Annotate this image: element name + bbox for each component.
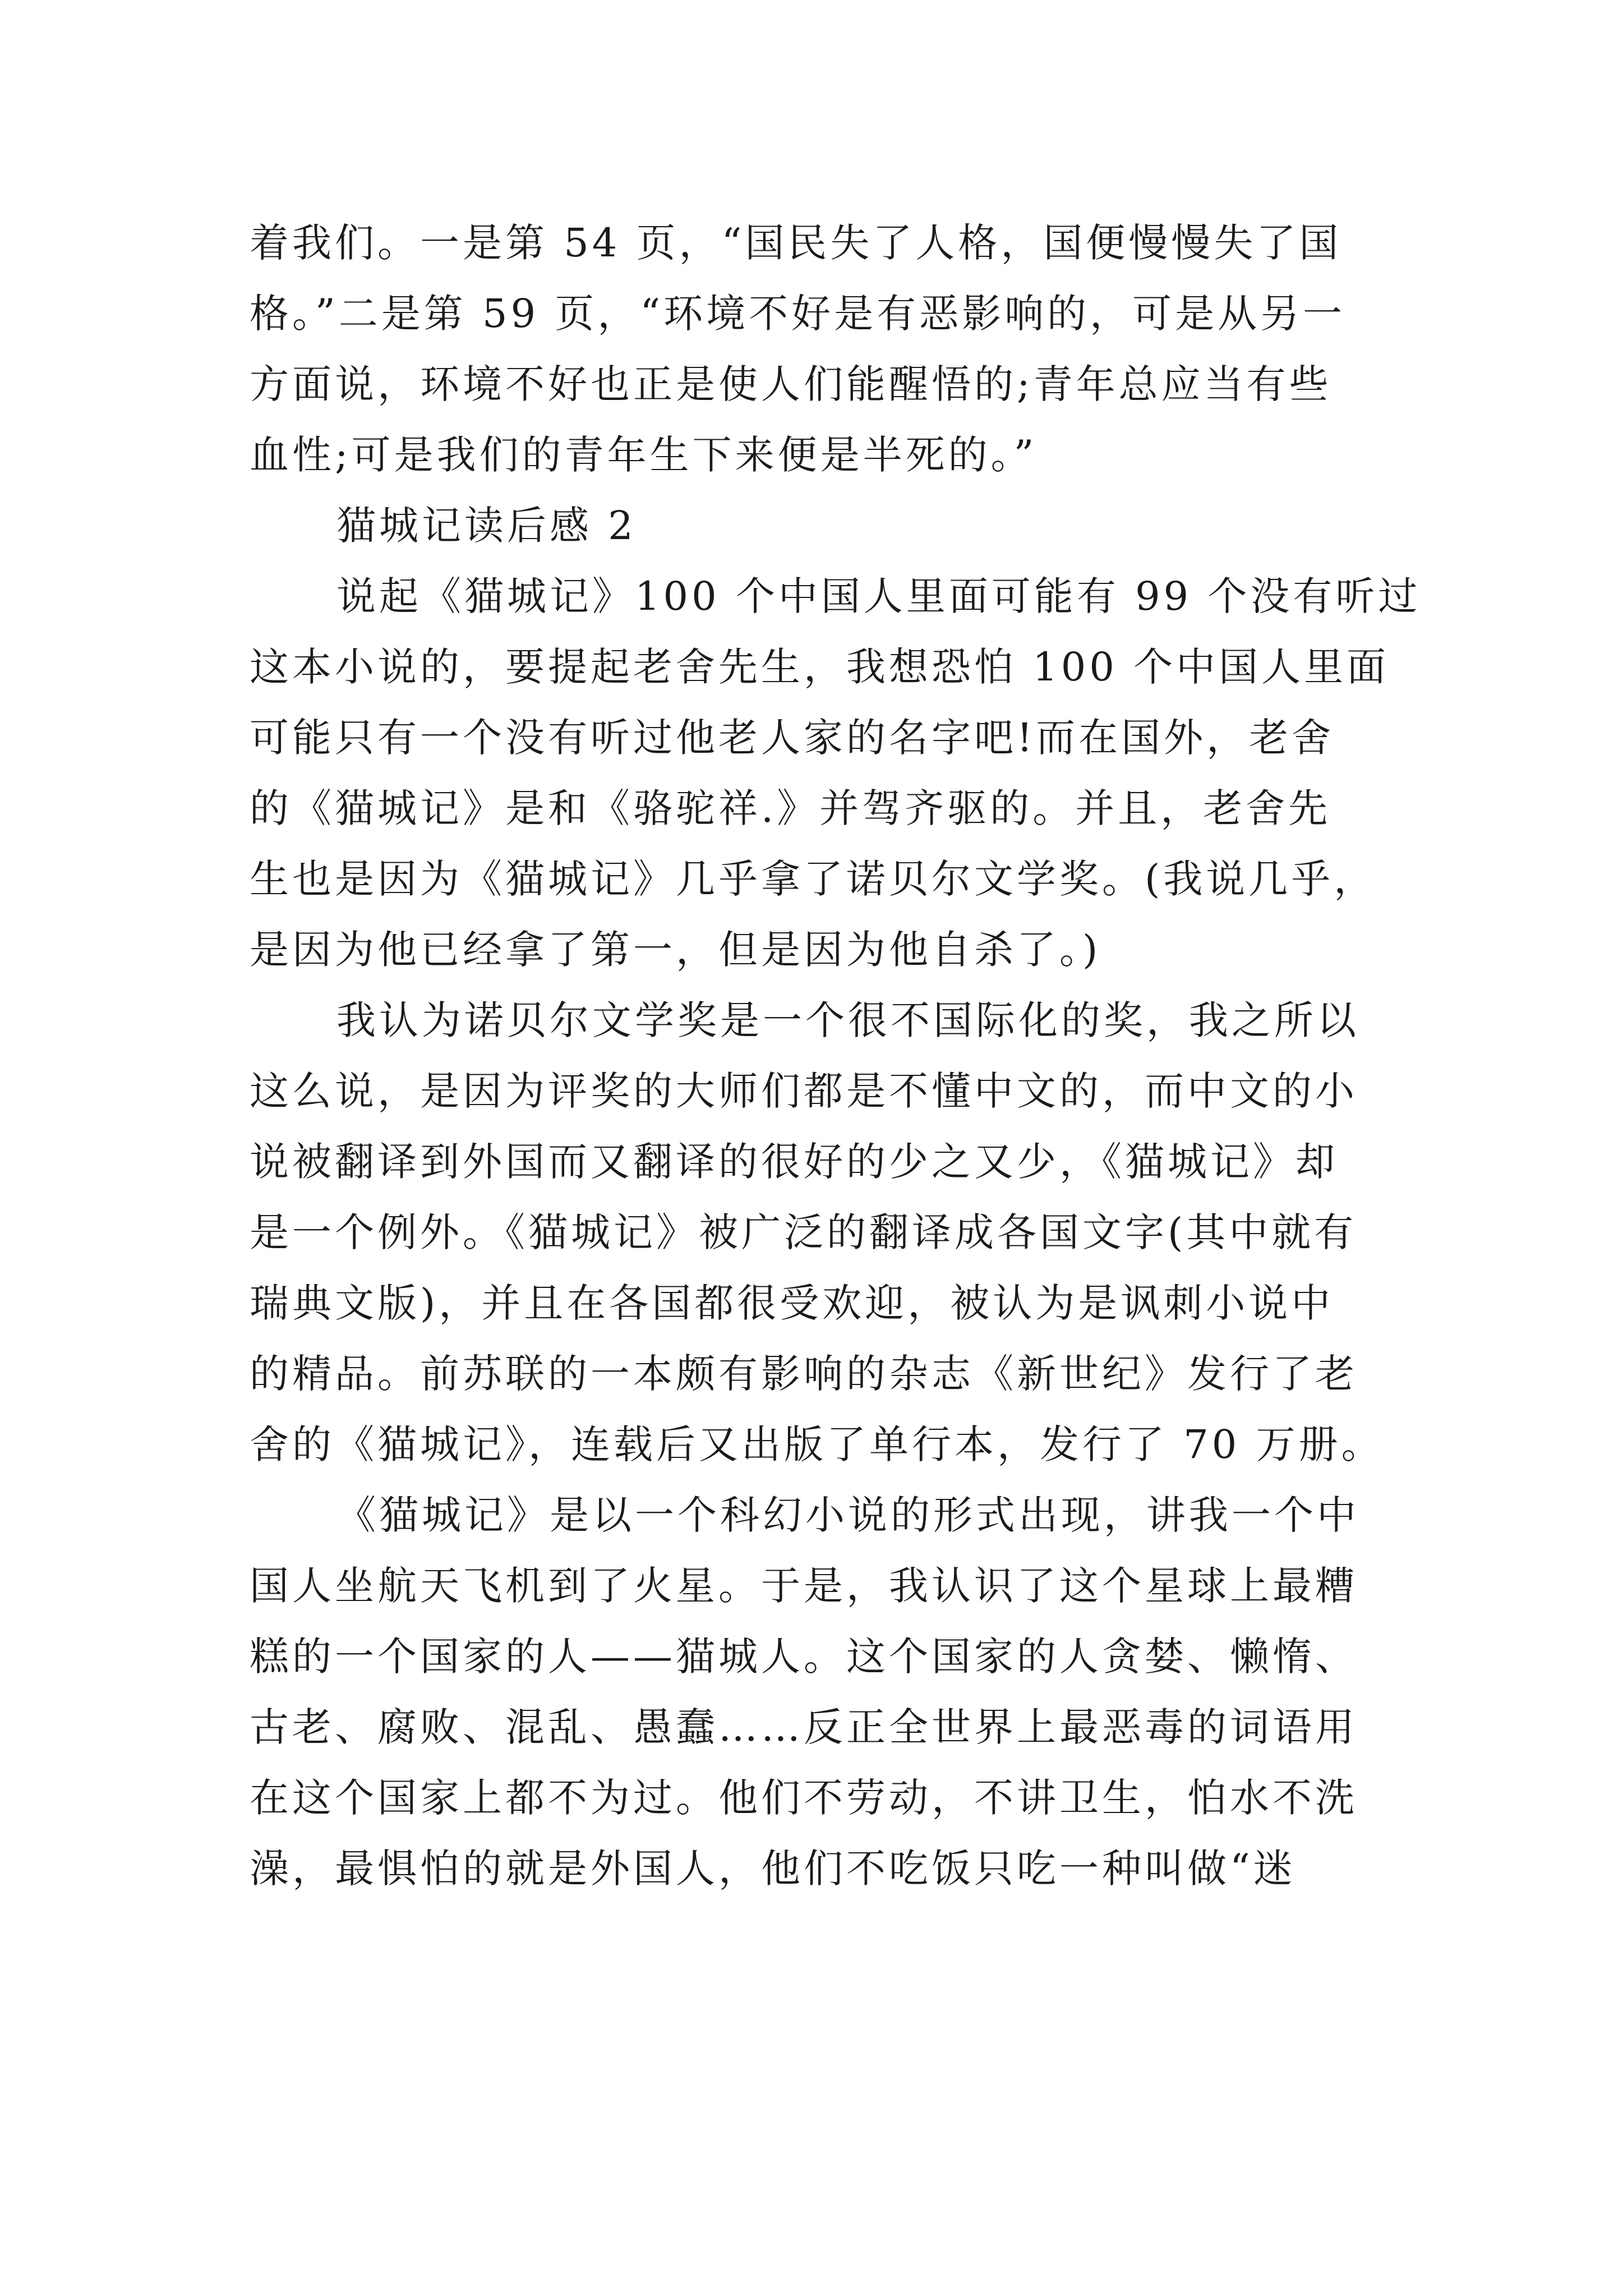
text-line: 可能只有一个没有听过他老人家的名字吧!而在国外，老舍 — [250, 715, 1335, 761]
text-line: 在这个国家上都不为过。他们不劳动，不讲卫生，怕水不洗 — [250, 1775, 1358, 1821]
section-heading: 猫城记读后感 2 — [336, 503, 637, 549]
text-line: 古老、腐败、混乱、愚蠢……反正全世界上最恶毒的词语用 — [250, 1704, 1358, 1750]
text-line: 的《猫城记》是和《骆驼祥.》并驾齐驱的。并且，老舍先 — [250, 785, 1331, 831]
text-line: 这么说，是因为评奖的大师们都是不懂中文的，而中文的小 — [250, 1068, 1358, 1114]
text-line: 格。”二是第 59 页，“环境不好是有恶影响的，可是从另一 — [250, 291, 1346, 337]
text-line: 血性;可是我们的青年生下来便是半死的。” — [250, 432, 1038, 478]
paragraph-first-line: 我认为诺贝尔文学奖是一个很不国际化的奖，我之所以 — [336, 997, 1359, 1043]
text-line: 说被翻译到外国而又翻译的很好的少之又少，《猫城记》却 — [250, 1139, 1338, 1185]
text-line: 舍的《猫城记》，连载后又出版了单行本，发行了 70 万册。 — [250, 1421, 1384, 1467]
paragraph-first-line: 《猫城记》是以一个科幻小说的形式出现，讲我一个中 — [336, 1492, 1359, 1538]
text-line: 是因为他已经拿了第一，但是因为他自杀了。) — [250, 927, 1101, 973]
text-line: 瑞典文版)，并且在各国都很受欢迎，被认为是讽刺小说中 — [250, 1280, 1334, 1326]
text-line: 生也是因为《猫城记》几乎拿了诺贝尔文学奖。(我说几乎， — [250, 856, 1377, 902]
text-line: 澡，最惧怕的就是外国人，他们不吃饭只吃一种叫做“迷 — [250, 1846, 1296, 1892]
text-line: 这本小说的，要提起老舍先生，我想恐怕 100 个中国人里面 — [250, 644, 1390, 690]
text-line: 方面说，环境不好也正是使人们能醒悟的;青年总应当有些 — [250, 361, 1332, 407]
text-line: 国人坐航天飞机到了火星。于是，我认识了这个星球上最糟 — [250, 1563, 1358, 1609]
text-line: 着我们。一是第 54 页，“国民失了人格，国便慢慢失了国 — [250, 220, 1342, 266]
text-line: 是一个例外。《猫城记》被广泛的翻译成各国文字(其中就有 — [250, 1209, 1357, 1255]
document-body — [250, 208, 1421, 1904]
text-line: 糕的一个国家的人——猫城人。这个国家的人贪婪、懒惰、 — [250, 1634, 1358, 1680]
text-line: 的精品。前苏联的一本颇有影响的杂志《新世纪》发行了老 — [250, 1351, 1358, 1397]
paragraph-first-line: 说起《猫城记》100 个中国人里面可能有 99 个没有听过 — [336, 573, 1421, 619]
